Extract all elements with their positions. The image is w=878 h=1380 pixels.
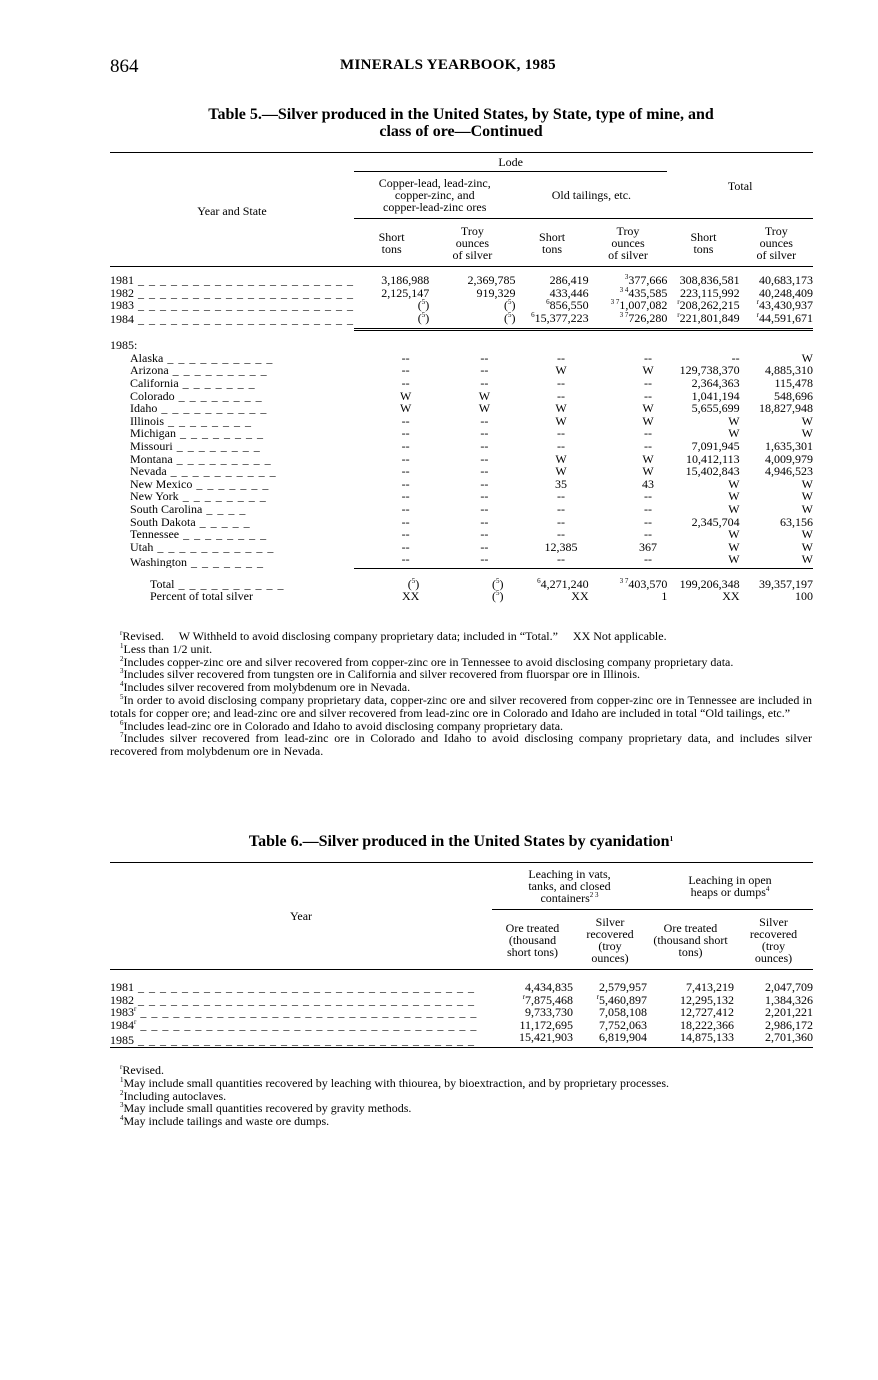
table6-footnote-4: $^4$May include tailings and waste ore dumps. — [120, 1114, 330, 1129]
table6-rows — [110, 970, 813, 1048]
cell-value: -- — [557, 426, 566, 441]
cell-value: 115,478 — [774, 375, 813, 390]
cell-value: -- — [401, 514, 410, 529]
cell-value: W — [555, 413, 567, 428]
row-label: 1981 _ _ _ _ _ _ _ _ _ _ _ _ _ _ _ _ _ _ _ _ — [110, 272, 354, 287]
table5-year-rows — [110, 267, 813, 330]
year-1985-label: 1985: — [110, 338, 138, 352]
cell-value: $^r$43,430,937 — [756, 298, 813, 313]
table5-year-row — [110, 267, 813, 287]
cell-value: ($^5$) — [407, 576, 420, 591]
cell-value: 12,727,412 — [680, 1005, 734, 1020]
cell-value: -- — [643, 514, 652, 529]
cell-value: 12,385 — [544, 539, 578, 554]
cell-value: $^{3 7}$726,280 — [589, 312, 668, 330]
cell-value: 4,434,835 — [525, 979, 573, 994]
row-label: 1984 _ _ _ _ _ _ _ _ _ _ _ _ _ _ _ _ _ _ _ _ — [110, 312, 354, 327]
row-label: 1981 _ _ _ _ _ _ _ _ _ _ _ _ _ _ _ _ _ _ _ _ _ _ _ _ _ _ _ _ _ _ _ — [110, 979, 475, 994]
cell-value: 9,733,730 — [525, 1005, 573, 1020]
cell-value: W — [478, 388, 491, 403]
table5-header-blank — [110, 219, 354, 267]
cell-value: 223,115,992 — [680, 285, 740, 300]
empty-cell — [429, 330, 515, 352]
table5-total-row-label: Total _ _ _ _ _ _ _ _ _ _ — [150, 576, 285, 591]
cell-value: -- — [557, 501, 566, 516]
cell-value: -- — [557, 438, 566, 453]
cell-value: W — [801, 426, 813, 441]
cell-value: -- — [643, 388, 652, 403]
cell-value: 2,369,785 — [467, 272, 516, 287]
cell-value: 40,683,173 — [759, 272, 813, 287]
cell-value: ($^5$) — [429, 312, 515, 330]
cell-value: -- — [480, 438, 489, 453]
cell-value: -- — [480, 527, 489, 542]
cell-value: 1,384,326 — [765, 992, 813, 1007]
cell-value: -- — [401, 489, 410, 504]
cell-value: W — [399, 388, 412, 403]
cell-value: -- — [643, 375, 652, 390]
cell-value: 7,413,219 — [686, 979, 734, 994]
table5-footnote-3: $^3$Includes silver recovered from tungsten ore in California and silver recovered from fluorspar ore in Illinois. — [120, 667, 640, 682]
cell-value: ($^5$) — [354, 312, 429, 330]
cell-value: W — [642, 413, 654, 428]
empty-cell — [667, 330, 739, 352]
cell-value: -- — [480, 375, 489, 390]
cell-value: -- — [557, 514, 566, 529]
table6-header-ore-treated-1: Ore treated (thousand short tons) — [492, 910, 573, 970]
cell-value: 2,364,363 — [691, 375, 740, 390]
table5-state-row — [110, 490, 813, 503]
table5-caption-line1: Table 5.—Silver produced in the United States, by State, type of mine, and — [208, 106, 714, 123]
table5-footnote-1: $^1$Less than 1/2 unit. — [120, 641, 213, 656]
table5-caption — [110, 106, 812, 140]
cell-value: W — [801, 350, 813, 365]
year-1985-row — [110, 330, 813, 352]
cell-value: 2,345,704 — [691, 514, 740, 529]
running-title: MINERALS YEARBOOK, 1985 — [340, 57, 556, 73]
cell-value: $^3$377,666 — [624, 272, 668, 287]
table6-row — [110, 1031, 813, 1047]
cell-value: -- — [643, 426, 652, 441]
table5-caption-line2: class of ore—Continued — [379, 123, 543, 140]
cell-value: 2,579,957 — [599, 979, 647, 994]
table6-footnote-2: $^2$Including autoclaves. — [120, 1088, 227, 1103]
table6-caption: Table 6.—Silver produced in the United States by cyanidation$^1$ — [248, 833, 674, 850]
cell-value: W — [801, 527, 813, 542]
cell-value: $^6$15,377,223 — [515, 312, 588, 330]
cell-value: W — [555, 363, 567, 378]
cell-value: 2,047,709 — [765, 979, 813, 994]
state-label: South Carolina _ _ _ _ — [130, 502, 247, 516]
table5-state-row — [110, 478, 813, 491]
cell-value: -- — [480, 489, 489, 504]
state-label: Tennessee _ _ _ _ _ _ _ _ — [130, 528, 268, 541]
table5 — [110, 152, 813, 603]
cell-value: -- — [480, 514, 489, 529]
cell-value: W — [801, 413, 813, 428]
cell-value: 12,295,132 — [680, 992, 734, 1007]
cell-value: -- — [643, 501, 652, 516]
cell-value: 919,329 — [476, 285, 516, 300]
table5-percent-row-label: Percent of total silver — [150, 590, 253, 603]
cell-value: 43 — [641, 476, 654, 491]
table6-footnote-1: $^1$May include small quantities recovered by leaching with thiourea, by bioextraction, and by proprietary processes. — [120, 1075, 669, 1090]
cell-value: XX — [401, 589, 420, 604]
cell-value: 6,819,904 — [573, 1031, 647, 1047]
cell-value: W — [728, 476, 740, 491]
cell-value: -- — [643, 350, 652, 365]
cell-value: -- — [643, 489, 652, 504]
row-label: 1983$^r$ _ _ _ _ _ _ _ _ _ _ _ _ _ _ _ _ _ _ _ _ _ _ _ _ _ _ _ _ _ _ _ — [110, 1006, 478, 1019]
table5-footnote-r: $^r$Revised. W Withheld to avoid disclosing company proprietary data; included in “Total.” XX Not applicable. — [120, 629, 667, 643]
cell-value: -- — [480, 451, 489, 466]
table5-header-troy-3: Troy ounces of silver — [740, 219, 813, 267]
state-label: Illinois _ _ _ _ _ _ _ _ — [130, 414, 253, 428]
cell-value: -- — [401, 501, 410, 516]
cell-value: 548,696 — [774, 388, 813, 403]
cell-value: $^6$856,550 — [546, 298, 589, 313]
cell-value: W — [555, 451, 567, 466]
state-label: Alaska _ _ _ _ _ _ _ _ _ _ — [130, 351, 274, 365]
cell-value: 15,402,843 — [685, 464, 740, 479]
table6-footnotes — [110, 1064, 812, 1128]
table6-header-year: Year — [110, 863, 492, 970]
table6-row — [110, 970, 813, 994]
cell-value: 18,827,948 — [759, 401, 813, 416]
cell-value: W — [642, 401, 654, 416]
cell-value: 15,421,903 — [492, 1031, 573, 1047]
cell-value: $^{3 4}$435,585 — [619, 285, 668, 300]
cell-value: 1,041,194 — [691, 388, 740, 403]
empty-cell — [740, 330, 813, 352]
cell-value: -- — [401, 363, 410, 378]
table5-state-row — [110, 528, 813, 541]
cell-value: -- — [731, 350, 740, 365]
cell-value: 2,201,221 — [765, 1005, 813, 1020]
cell-value: W — [642, 451, 654, 466]
cell-value: 7,091,945 — [691, 438, 740, 453]
table5-percent-row — [110, 590, 813, 603]
table5-footnote-2: $^2$Includes copper-zinc ore and silver recovered from copper-zinc ore in Tennessee to avoid disclosing company proprietary data. — [120, 654, 734, 669]
table5-header-lode: Lode — [354, 153, 667, 172]
table6-footnote-3: $^3$May include small quantities recovered by gravity methods. — [120, 1101, 412, 1116]
cell-value: 2,986,172 — [765, 1017, 813, 1032]
table5-footnote-7: $^7$Includes silver recovered from lead-zinc ore in Colorado and Idaho to avoid disclosing company proprietary data, and includes silver recovered from molybdenum ore in Nevada. — [110, 731, 812, 759]
table5-state-row — [110, 415, 813, 428]
cell-value: -- — [480, 350, 489, 365]
cell-value: $^r$5,460,897 — [596, 992, 647, 1007]
table5-state-row — [110, 553, 813, 568]
cell-value: -- — [480, 413, 489, 428]
state-label: Arizona _ _ _ _ _ _ _ _ _ — [130, 364, 268, 377]
cell-value: -- — [557, 350, 566, 365]
cell-value: 129,738,370 — [679, 363, 740, 378]
cell-value: W — [478, 401, 491, 416]
empty-cell — [354, 330, 429, 352]
cell-value: 4,885,310 — [765, 363, 813, 378]
state-label: Colorado _ _ _ _ _ _ _ _ — [130, 389, 263, 403]
row-label: 1983 _ _ _ _ _ _ _ _ _ _ _ _ _ _ _ _ _ _ _ _ — [110, 299, 354, 312]
cell-value: 7,058,108 — [599, 1005, 647, 1020]
state-label: Washington _ _ _ _ _ _ _ — [130, 554, 265, 569]
cell-value: ($^5$) — [503, 298, 516, 313]
table5-state-row — [110, 440, 813, 453]
state-label: New Mexico _ _ _ _ _ _ _ — [130, 477, 270, 491]
table5-header-troy-1: Troy ounces of silver — [429, 219, 515, 267]
cell-value: W — [667, 553, 739, 568]
cell-value: -- — [480, 476, 489, 491]
cell-value: -- — [401, 464, 410, 479]
cell-value: -- — [429, 553, 515, 568]
empty-cell — [589, 330, 668, 352]
table6-header-silver-recovered-2: Silver recovered (troy ounces) — [734, 910, 813, 970]
page-header — [110, 56, 810, 80]
cell-value: XX — [571, 589, 589, 604]
table5-state-row — [110, 377, 813, 390]
cell-value: -- — [480, 539, 489, 554]
cell-value: -- — [401, 539, 410, 554]
table5-header-troy-2: Troy ounces of silver — [589, 219, 668, 267]
cell-value: -- — [557, 388, 566, 403]
cell-value: -- — [515, 553, 588, 568]
cell-value: 100 — [795, 589, 813, 604]
cell-value: 7,752,063 — [599, 1017, 647, 1032]
cell-value: -- — [401, 413, 410, 428]
cell-value: XX — [722, 589, 740, 604]
state-label: South Dakota _ _ _ _ _ — [130, 515, 251, 529]
cell-value: -- — [643, 527, 652, 542]
cell-value: 1 — [661, 589, 668, 604]
table5-header-year-state: Year and State — [110, 153, 354, 219]
cell-value: $^r$208,262,215 — [677, 298, 740, 313]
cell-value: W — [728, 426, 740, 441]
table5-year-row — [110, 299, 813, 312]
cell-value: 308,836,581 — [679, 272, 740, 287]
cell-value: W — [642, 363, 654, 378]
table6-row — [110, 1006, 813, 1019]
cell-value: 4,009,979 — [765, 451, 813, 466]
cell-value: W — [728, 527, 740, 542]
table5-header-total: Total — [667, 153, 813, 219]
cell-value: 3,186,988 — [381, 272, 430, 287]
table5-header-short-tons-2: Short tons — [515, 219, 588, 267]
cell-value: W — [728, 501, 740, 516]
table6 — [110, 862, 813, 1048]
page-number: 864 — [110, 56, 139, 77]
cell-value: 5,655,699 — [691, 401, 740, 416]
cell-value: W — [801, 539, 813, 554]
table5-state-row — [110, 402, 813, 415]
table5-header-short-tons-3: Short tons — [667, 219, 739, 267]
table6-header-ore-treated-2: Ore treated (thousand short tons) — [647, 910, 734, 970]
table6-header-group1: Leaching in vats, tanks, and closed containers$^{2 3}$ — [492, 863, 647, 910]
cell-value: W — [728, 489, 740, 504]
cell-value: W — [801, 501, 813, 516]
cell-value: 39,357,197 — [759, 576, 813, 591]
empty-cell — [515, 330, 588, 352]
table5-state-row — [110, 541, 813, 554]
table5-total-rows — [110, 568, 813, 603]
cell-value: $^r$44,591,671 — [740, 312, 813, 330]
table5-state-row — [110, 465, 813, 478]
table5-total-row — [110, 568, 813, 590]
cell-value: $^6$4,271,240 — [537, 576, 589, 591]
cell-value: W — [728, 413, 740, 428]
table5-state-row — [110, 516, 813, 529]
cell-value: -- — [401, 451, 410, 466]
table6-footnote-r: $^r$Revised. — [120, 1063, 165, 1077]
cell-value: 2,125,147 — [381, 285, 430, 300]
cell-value: 40,248,409 — [759, 285, 813, 300]
table5-state-row — [110, 503, 813, 516]
cell-value: -- — [557, 489, 566, 504]
state-label: Missouri _ _ _ _ _ _ _ _ — [130, 439, 261, 453]
cell-value: W — [728, 539, 740, 554]
state-label: Utah _ _ _ _ _ _ _ _ _ _ _ — [130, 540, 275, 554]
cell-value: $^{3 7}$1,007,082 — [610, 298, 668, 313]
state-label: Idaho _ _ _ _ _ _ _ _ _ _ — [130, 402, 268, 415]
table5-header-group2: Old tailings, etc. — [515, 172, 667, 219]
row-label: 1985 _ _ _ _ _ _ _ _ _ _ _ _ _ _ _ _ _ _ _ _ _ _ _ _ _ _ _ _ _ _ _ — [110, 1031, 492, 1047]
state-label: New York _ _ _ _ _ _ _ _ — [130, 490, 267, 503]
cell-value: -- — [589, 553, 668, 568]
cell-value: W — [801, 476, 813, 491]
cell-value: -- — [401, 438, 410, 453]
cell-value: W — [399, 401, 412, 416]
table5-state-rows — [110, 330, 813, 569]
cell-value: 10,412,113 — [686, 451, 740, 466]
state-label: Montana _ _ _ _ _ _ _ _ _ — [130, 452, 272, 466]
cell-value: 4,946,523 — [765, 464, 813, 479]
cell-value: $^r$7,875,468 — [522, 992, 573, 1007]
state-label: Nevada _ _ _ _ _ _ _ _ _ _ — [130, 465, 277, 478]
state-label: Michigan _ _ _ _ _ _ _ _ — [130, 427, 264, 440]
cell-value: -- — [401, 426, 410, 441]
cell-value: 18,222,366 — [680, 1017, 734, 1032]
cell-value: -- — [480, 501, 489, 516]
table6-header-group2: Leaching in open heaps or dumps$^4$ — [647, 863, 813, 910]
cell-value: 199,206,348 — [679, 576, 740, 591]
cell-value: -- — [354, 553, 429, 568]
row-label: 1982 _ _ _ _ _ _ _ _ _ _ _ _ _ _ _ _ _ _ _ _ — [110, 286, 354, 300]
cell-value: 286,419 — [549, 272, 589, 287]
table6-header-silver-recovered-1: Silver recovered (troy ounces) — [573, 910, 647, 970]
cell-value: -- — [557, 375, 566, 390]
cell-value: $^r$221,801,849 — [667, 312, 739, 330]
cell-value: -- — [480, 464, 489, 479]
cell-value: W — [801, 489, 813, 504]
cell-value: 35 — [555, 476, 568, 491]
cell-value: 433,446 — [549, 285, 589, 300]
table5-footnotes — [110, 630, 812, 758]
cell-value: -- — [480, 363, 489, 378]
table5-year-row — [110, 312, 813, 330]
cell-value: -- — [557, 527, 566, 542]
cell-value: 63,156 — [780, 514, 813, 529]
table5-header-group1: Copper-lead, lead-zinc, copper-zinc, and copper-lead-zinc ores — [354, 172, 515, 219]
cell-value: -- — [480, 426, 489, 441]
cell-value: -- — [401, 527, 410, 542]
cell-value: ($^5$) — [491, 576, 504, 591]
cell-value: W — [740, 553, 813, 568]
row-label: 1984$^r$ _ _ _ _ _ _ _ _ _ _ _ _ _ _ _ _ _ _ _ _ _ _ _ _ _ _ _ _ _ _ _ — [110, 1018, 478, 1032]
table5-header-short-tons-1: Short tons — [354, 219, 429, 267]
table5-footnote-6: $^6$Includes lead-zinc ore in Colorado and Idaho to avoid disclosing company proprietary data. — [120, 718, 564, 733]
cell-value: -- — [401, 476, 410, 491]
cell-value: -- — [401, 350, 410, 365]
cell-value: ($^5$) — [491, 589, 504, 604]
cell-value: 1,635,301 — [765, 438, 813, 453]
cell-value: 2,701,360 — [734, 1031, 813, 1047]
cell-value: -- — [401, 375, 410, 390]
table5-footnote-4: $^4$Includes silver recovered from molybdenum ore in Nevada. — [120, 680, 411, 695]
cell-value: 11,172,695 — [519, 1017, 573, 1032]
state-label: California _ _ _ _ _ _ _ — [130, 376, 256, 390]
cell-value: $^{3 7}$403,570 — [619, 576, 668, 591]
cell-value: 367 — [638, 539, 657, 554]
table5-footnote-5: $^5$In order to avoid disclosing company proprietary data, copper-zinc ore and silver recovered from copper-zinc ore in Tennessee are included in totals for copper ore; and lead-zinc ore and silver recovered from lead-zinc ore in Colorado and Idaho are included in total “Old tailings, etc.” — [110, 692, 812, 720]
cell-value: -- — [643, 438, 652, 453]
cell-value: W — [642, 464, 654, 479]
row-label: 1982 _ _ _ _ _ _ _ _ _ _ _ _ _ _ _ _ _ _ _ _ _ _ _ _ _ _ _ _ _ _ _ — [110, 993, 475, 1007]
cell-value: W — [555, 401, 567, 416]
cell-value: 14,875,133 — [647, 1031, 734, 1047]
cell-value: W — [555, 464, 567, 479]
cell-value: ($^5$) — [417, 298, 430, 313]
